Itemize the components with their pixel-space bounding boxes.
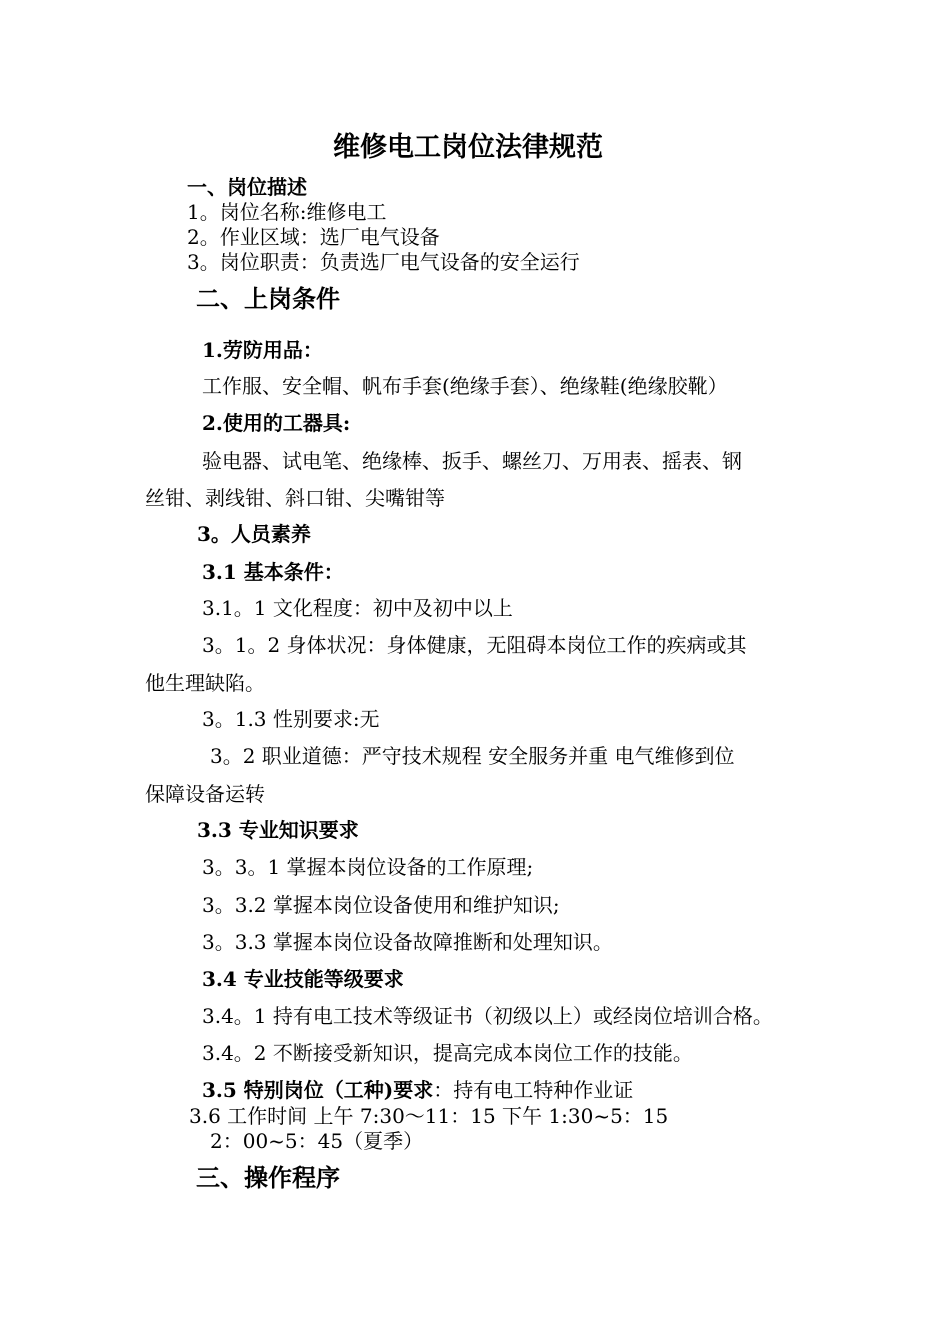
tools-line1: 验电器、试电笔、绝缘棒、扳手、螺丝刀、万用表、摇表、钢 xyxy=(202,449,742,473)
special-requirement xyxy=(202,1077,633,1103)
knowledge-3: 3。3.3 掌握本岗位设备故障推断和处理知识。 xyxy=(202,930,613,954)
special-label: 3.5 特别岗位（工种)要求 xyxy=(202,1078,434,1102)
section1-heading: 一、岗位描述 xyxy=(187,175,307,199)
basic-health-line1: 3。1。2 身体状况：身体健康，无阻碍本岗位工作的疾病或其 xyxy=(202,633,747,657)
job-duty: 3。岗位职责：负责选厂电气设备的安全运行 xyxy=(187,250,580,274)
skill-2: 3.4。2 不断接受新知识，提高完成本岗位工作的技能。 xyxy=(202,1041,693,1065)
quality-heading: 3。人员素养 xyxy=(197,522,311,546)
basic-education: 3.1。1 文化程度：初中及初中以上 xyxy=(202,596,513,620)
work-area: 2。作业区域：选厂电气设备 xyxy=(187,225,440,249)
ethics-line2: 保障设备运转 xyxy=(145,782,265,806)
document-title: 维修电工岗位法律规范 xyxy=(333,132,603,163)
ppe-heading: 1.劳防用品： xyxy=(202,338,323,362)
ethics-line1: 3。2 职业道德：严守技术规程 安全服务并重 电气维修到位 xyxy=(210,744,735,768)
tools-heading: 2.使用的工器具: xyxy=(202,411,351,435)
knowledge-heading: 3.3 专业知识要求 xyxy=(197,818,359,842)
knowledge-2: 3。3.2 掌握本岗位设备使用和维护知识; xyxy=(202,893,560,917)
knowledge-1: 3。3。1 掌握本岗位设备的工作原理; xyxy=(202,855,534,879)
skill-1: 3.4。1 持有电工技术等级证书（初级以上）或经岗位培训合格。 xyxy=(202,1004,773,1028)
worktime-line1: 3.6 工作时间 上午 7:30～11：15 下午 1:30~5：15 xyxy=(189,1104,669,1128)
tools-line2: 丝钳、剥线钳、斜口钳、尖嘴钳等 xyxy=(145,486,445,510)
ppe-text: 工作服、安全帽、帆布手套(绝缘手套）、绝缘鞋(绝缘胶靴） xyxy=(202,374,728,398)
section3-heading: 三、操作程序 xyxy=(196,1163,340,1192)
worktime-line2: 2：00~5：45（夏季） xyxy=(210,1129,424,1153)
job-name: 1。岗位名称:维修电工 xyxy=(187,200,387,224)
basic-heading: 3.1 基本条件： xyxy=(202,560,344,584)
skill-heading: 3.4 专业技能等级要求 xyxy=(202,967,404,991)
basic-health-line2: 他生理缺陷。 xyxy=(145,671,265,695)
section2-heading: 二、上岗条件 xyxy=(196,284,340,313)
special-text: ：持有电工特种作业证 xyxy=(433,1078,634,1102)
basic-gender: 3。1.3 性别要求:无 xyxy=(202,707,380,731)
